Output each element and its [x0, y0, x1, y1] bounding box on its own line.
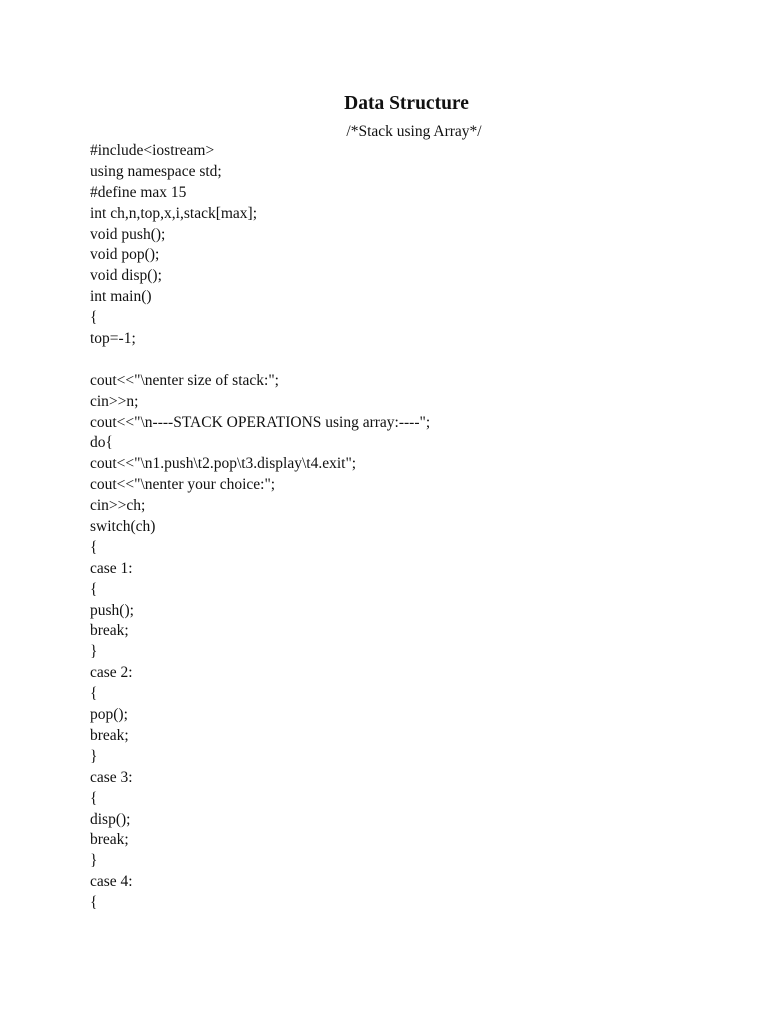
code-line: disp();	[90, 810, 131, 828]
code-line: case 4:	[90, 873, 133, 891]
subtitle-text: /*Stack using Array*/	[346, 123, 482, 140]
code-line: case 2:	[90, 664, 133, 682]
code-line: {	[90, 685, 98, 703]
code-line: break;	[90, 831, 129, 849]
code-line: {	[90, 894, 98, 912]
code-line: #include<iostream>	[90, 142, 215, 159]
code-line: void disp();	[90, 267, 162, 285]
code-line: break;	[90, 622, 129, 640]
code-line: #define max 15	[90, 183, 187, 201]
code-line: }	[90, 643, 98, 661]
code-line: cin>>ch;	[90, 497, 146, 515]
code-line: cout<<"\nenter your choice:";	[90, 476, 276, 494]
code-line: pop();	[90, 706, 128, 724]
code-line: case 1:	[90, 559, 133, 577]
code-line: }	[90, 852, 98, 870]
code-line: cin>>n;	[90, 392, 139, 410]
code-listing	[90, 141, 430, 914]
code-line: void push();	[90, 225, 166, 243]
code-line: switch(ch)	[90, 518, 156, 536]
code-line: do{	[90, 434, 113, 452]
code-line: push();	[90, 601, 134, 619]
code-line: int main()	[90, 288, 152, 306]
code-line: cout<<"\n1.push\t2.pop\t3.display\t4.exit";	[90, 455, 357, 473]
code-line: void pop();	[90, 246, 160, 264]
code-line: {	[90, 309, 98, 327]
code-line: {	[90, 789, 98, 807]
code-line: }	[90, 747, 98, 765]
document-subtitle	[0, 122, 768, 142]
code-line: cout<<"\n----STACK OPERATIONS using array:----";	[90, 413, 431, 431]
code-line: top=-1;	[90, 330, 136, 348]
code-line: case 3:	[90, 768, 133, 786]
document-title: Data Structure	[344, 93, 469, 114]
code-line	[90, 350, 430, 371]
code-line: int ch,n,top,x,i,stack[max];	[90, 204, 258, 222]
code-line: using namespace std;	[90, 162, 222, 180]
code-line: {	[90, 580, 98, 598]
code-line: {	[90, 538, 98, 556]
code-line: break;	[90, 726, 129, 744]
code-line: cout<<"\nenter size of stack:";	[90, 371, 279, 389]
